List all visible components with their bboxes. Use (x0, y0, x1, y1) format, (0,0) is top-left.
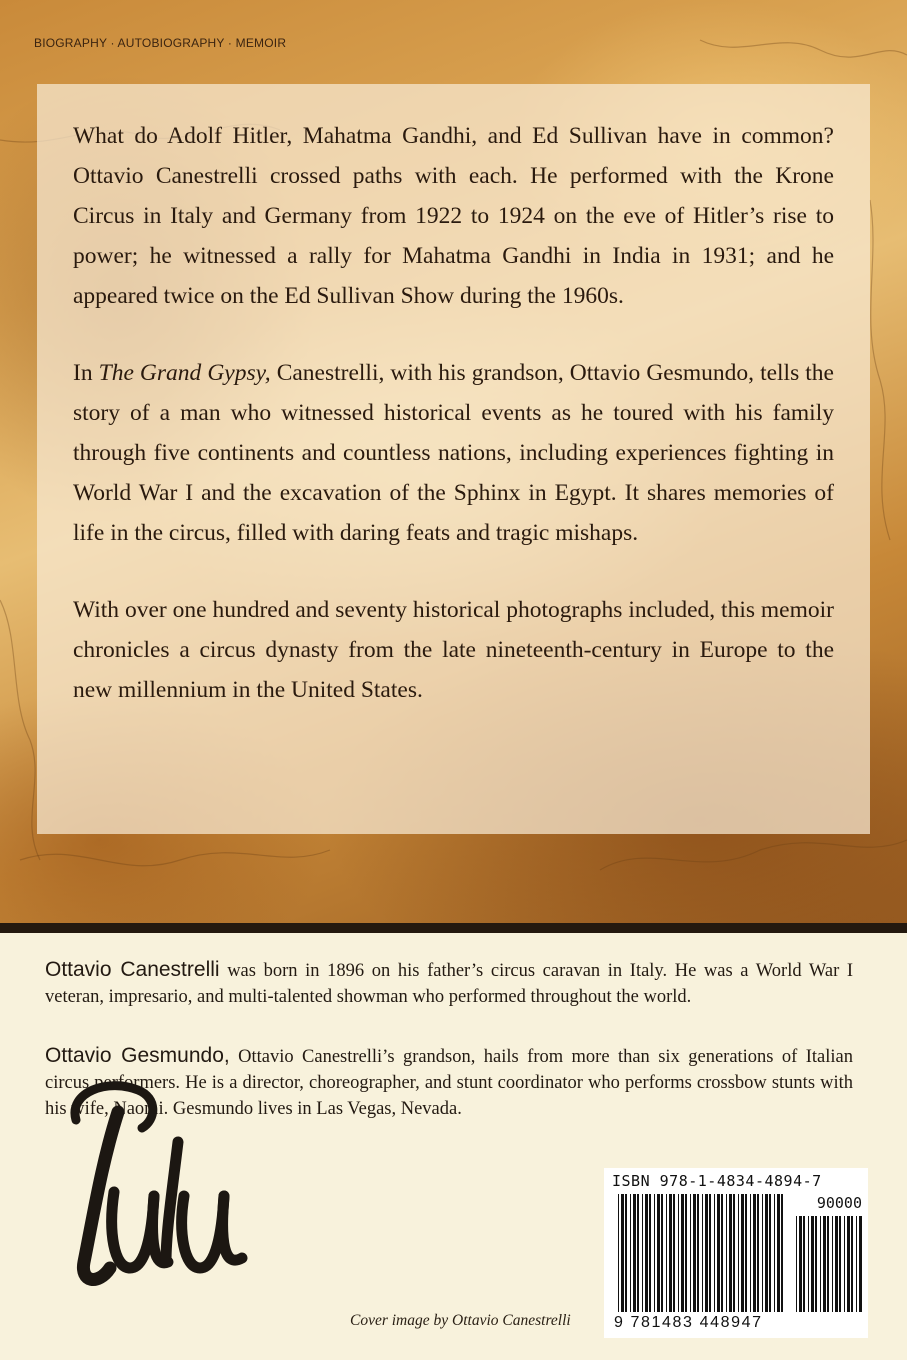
price-code: 90000 (816, 1194, 862, 1212)
author-name-1: Ottavio Canestrelli (45, 958, 220, 981)
author-name-2: Ottavio Gesmundo, (45, 1044, 230, 1067)
lulu-logo (58, 1072, 248, 1302)
author-bio-1: Ottavio Canestrelli was born in 1896 on his father’s circus caravan in Italy. He was a World War I veteran, impresario, and multi-talented showman who performed throughout the world. (45, 958, 854, 1007)
book-title: The Grand Gypsy, (98, 360, 271, 386)
author-bio-2: Ottavio Gesmundo, Ottavio Canestrelli’s grandson, hails from more than six generations of Italian circus performers. He is a director, choreographer, and stunt coordinator who performs crossbow stunts with his wife, Naomi. Gesmundo lives in Las Vegas, Nevada. (45, 1044, 853, 1119)
isbn-label: ISBN 978-1-4834-4894-7 (612, 1172, 822, 1190)
cover-image-credit: Cover image by Ottavio Canestrelli (350, 1312, 571, 1329)
description-paragraph-3: With over one hundred and seventy historical photographs included, this memoir chronicles a circus dynasty from the late nineteenth-century in Europe to the new millennium in the United States. (73, 597, 834, 703)
barcode-digits: 9 781483 448947 (614, 1314, 763, 1331)
description-panel (37, 84, 870, 834)
description-paragraph-2: In The Grand Gypsy, Canestrelli, with his grandson, Ottavio Gesmundo, tells the story of a man who witnessed historical events as he toured with his family through five continents and countless nations, including experiences fighting in World War I and the excavation of the Sphinx in Egypt. It shares memories of life in the circus, filled with daring feats and tragic mishaps. (73, 360, 834, 546)
barcode-bars (604, 1168, 868, 1338)
description-paragraph-1: What do Adolf Hitler, Mahatma Gandhi, and Ed Sullivan have in common? Ottavio Canestrelli crossed paths with each. He performed with the Krone Circus in Italy and Germany from 1922 to 1924 on the eve of Hitler’s rise to power; he witnessed a rally for Mahatma Gandhi in India in 1931; and he appeared twice on the Ed Sullivan Show during the 1960s. (73, 123, 834, 309)
divider-bar (0, 923, 907, 933)
genre-label: BIOGRAPHY · AUTOBIOGRAPHY · MEMOIR (34, 36, 287, 50)
isbn-barcode (604, 1168, 868, 1338)
